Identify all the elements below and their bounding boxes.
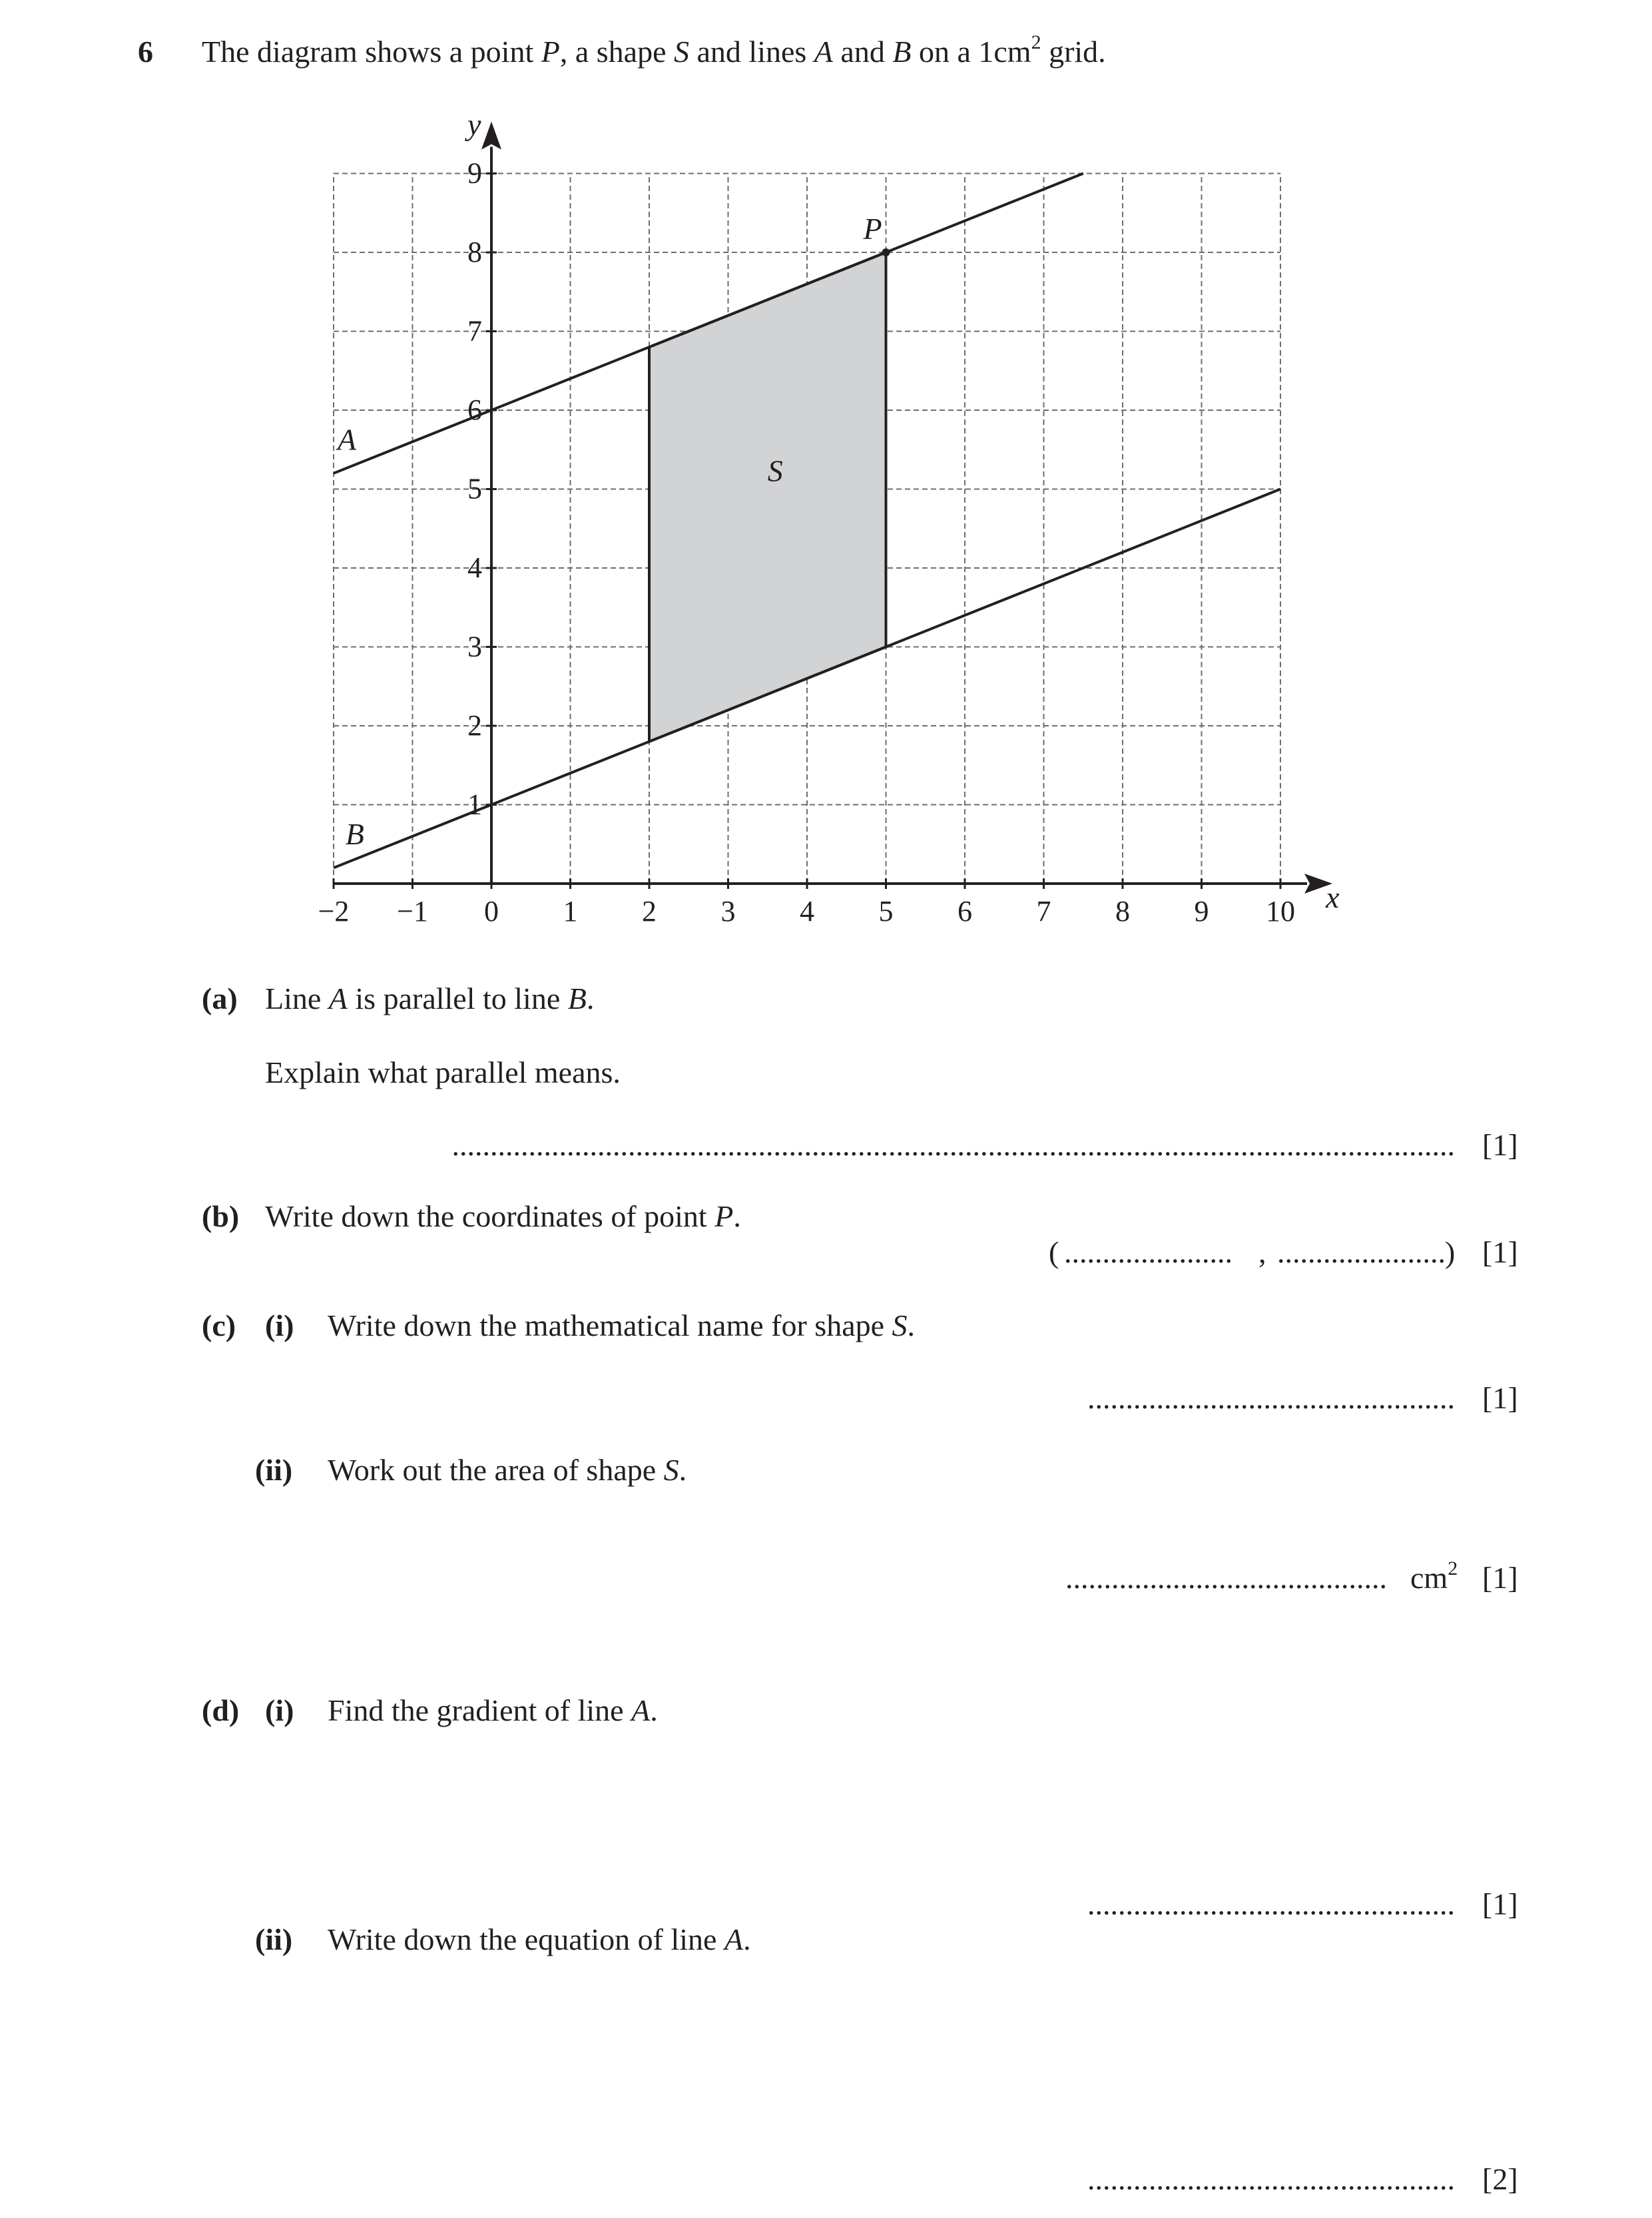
- part-d-ii-text-fragment: Write down the equation of line: [328, 1922, 724, 1956]
- part-b-open-paren: (: [1049, 1235, 1059, 1269]
- intro-superscript: 2: [1031, 31, 1041, 53]
- part-c-ii-answer-line[interactable]: ..........................................: [1065, 1561, 1387, 1595]
- intro-line-b: B: [892, 35, 912, 69]
- part-b-point-p: P: [714, 1199, 734, 1233]
- x-tick-label: 2: [642, 895, 657, 928]
- part-a-line-b: B: [567, 981, 587, 1015]
- part-c-ii-marks: [1]: [1482, 1561, 1518, 1595]
- intro-point-p: P: [541, 35, 560, 69]
- y-tick-label: 4: [467, 551, 482, 584]
- part-b-text-fragment: .: [733, 1199, 741, 1233]
- part-a-text-fragment: .: [586, 981, 595, 1015]
- part-b-x-answer[interactable]: ......................: [1064, 1235, 1233, 1269]
- x-axis-label: x: [1326, 880, 1340, 914]
- part-d-ii-line-a: A: [724, 1922, 744, 1956]
- part-a-answer-line[interactable]: ...................................................................................................................................: [451, 1128, 1455, 1162]
- intro-text: , a shape: [559, 35, 674, 69]
- x-tick-label: 1: [563, 895, 578, 928]
- part-b-close-paren: ): [1445, 1235, 1456, 1269]
- part-c-i-answer-line[interactable]: ................................................: [1087, 1381, 1455, 1415]
- part-c-ii-text: [328, 1455, 687, 1486]
- part-a-label: (a): [202, 981, 238, 1015]
- part-d-ii-marks: [2]: [1482, 2162, 1518, 2196]
- part-c-i-text-fragment: .: [907, 1308, 916, 1342]
- intro-shape-s: S: [674, 35, 689, 69]
- intro-text: grid.: [1041, 35, 1106, 69]
- x-tick-label: 0: [484, 895, 499, 928]
- x-tick-label: 8: [1115, 895, 1130, 928]
- part-a-text-fragment: is parallel to line: [347, 981, 568, 1015]
- question-number: 6: [138, 35, 153, 69]
- x-tick-label: 6: [958, 895, 972, 928]
- part-d-i-text: [328, 1695, 658, 1726]
- line-b-label: B: [345, 816, 364, 851]
- part-c-label: (c): [202, 1308, 236, 1342]
- unit-superscript: 2: [1448, 1557, 1458, 1579]
- part-b-y-answer[interactable]: ......................: [1277, 1235, 1446, 1269]
- intro-text: and lines: [689, 35, 814, 69]
- part-b-text-fragment: Write down the coordinates of point: [265, 1199, 715, 1233]
- x-tick-label: −2: [318, 895, 350, 928]
- part-d-i-label: (i): [265, 1693, 294, 1727]
- line-a-label: A: [337, 422, 357, 457]
- intro-line-a: A: [814, 35, 833, 69]
- y-tick-label: 3: [467, 630, 482, 663]
- part-c-ii-shape-s: S: [663, 1453, 679, 1487]
- point-p-marker: [882, 248, 890, 256]
- intro-text: and: [832, 35, 893, 69]
- x-tick-label: 7: [1036, 895, 1051, 928]
- part-c-i-text-fragment: Write down the mathematical name for shape: [328, 1308, 892, 1342]
- part-d-i-text-fragment: Find the gradient of line: [328, 1693, 632, 1727]
- y-axis-label: y: [467, 107, 481, 142]
- y-tick-label: 2: [467, 709, 482, 742]
- shape-s: [649, 252, 886, 742]
- part-c-i-shape-s: S: [892, 1308, 908, 1342]
- y-axis-arrow-icon: [481, 122, 501, 150]
- part-d-i-text-fragment: .: [650, 1693, 658, 1727]
- y-tick-label: 6: [467, 394, 482, 426]
- part-d-i-line-a: A: [631, 1693, 651, 1727]
- part-b-label: (b): [202, 1199, 240, 1233]
- intro-text: on a 1cm: [911, 35, 1031, 69]
- part-c-i-marks: [1]: [1482, 1381, 1518, 1415]
- coordinate-grid-diagram: [0, 0, 1652, 966]
- x-tick-label: 9: [1194, 895, 1209, 928]
- y-tick-label: 1: [467, 788, 482, 821]
- part-c-i-text: [328, 1310, 915, 1341]
- y-tick-label: 7: [467, 314, 482, 348]
- part-c-i-label: (i): [265, 1308, 294, 1342]
- part-b-text: [265, 1201, 741, 1232]
- y-tick-label: 5: [467, 472, 482, 505]
- part-d-ii-text-fragment: .: [743, 1922, 751, 1956]
- x-tick-label: 10: [1266, 895, 1295, 928]
- part-a-instruction: Explain what parallel means.: [265, 1055, 621, 1089]
- point-p-label: P: [863, 212, 882, 246]
- y-tick-label: 9: [467, 156, 482, 190]
- part-c-ii-label: (ii): [255, 1453, 293, 1487]
- x-tick-label: 5: [878, 895, 894, 928]
- part-d-label: (d): [202, 1693, 240, 1727]
- part-b-comma: ,: [1258, 1235, 1266, 1269]
- part-d-ii-text: [328, 1924, 751, 1955]
- x-tick-label: −1: [397, 895, 428, 928]
- part-d-ii-answer-line[interactable]: ................................................: [1087, 2162, 1455, 2196]
- part-d-i-marks: [1]: [1482, 1887, 1518, 1921]
- part-b-marks: [1]: [1482, 1235, 1518, 1269]
- unit-cm: cm: [1410, 1561, 1448, 1595]
- part-a-text: [265, 983, 594, 1014]
- part-d-ii-label: (ii): [255, 1922, 293, 1956]
- shape-s-label: S: [767, 453, 783, 488]
- intro-text: The diagram shows a point: [202, 35, 541, 69]
- part-a-text-fragment: Line: [265, 981, 329, 1015]
- x-tick-label: 4: [800, 895, 814, 928]
- part-a-line-a: A: [328, 981, 348, 1015]
- part-c-ii-text-fragment: Work out the area of shape: [328, 1453, 664, 1487]
- x-tick-label: 3: [720, 895, 736, 928]
- y-tick-label: 8: [467, 236, 482, 268]
- part-c-ii-unit: [1410, 1557, 1458, 1595]
- part-a-marks: [1]: [1482, 1128, 1518, 1162]
- part-c-ii-text-fragment: .: [679, 1453, 687, 1487]
- part-d-i-answer-line[interactable]: ................................................: [1087, 1887, 1455, 1921]
